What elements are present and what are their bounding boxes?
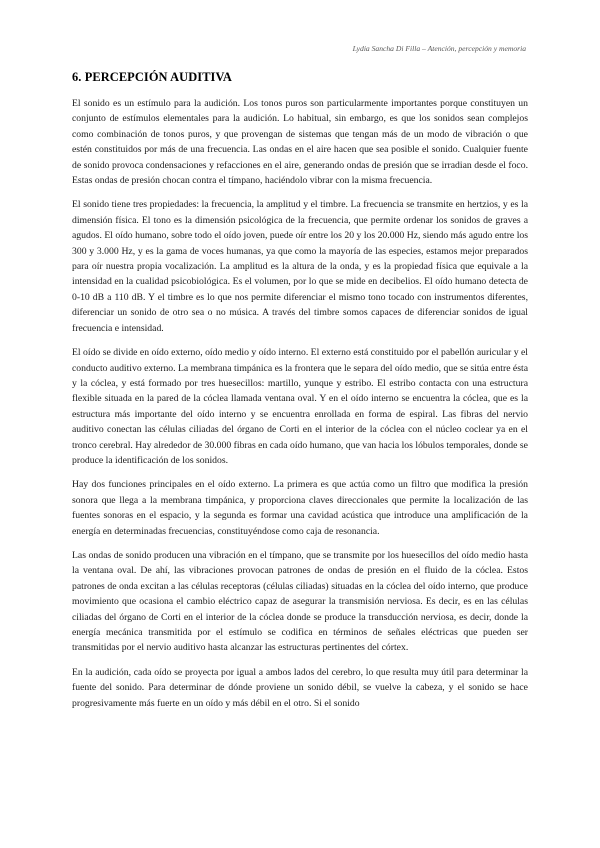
paragraph-sound-localization: En la audición, cada oído se proyecta por igual a ambos lados del cerebro, lo que resulta muy útil para determinar la fuente del sonido. Para determinar de dónde proviene un sonido débil, se vuelve la cabeza, y el sonido se hace progresivamente más fuerte en un oído y más débil en el otro. Si el sonido: [72, 666, 528, 709]
paragraph-sound-properties: El sonido tiene tres propiedades: la frecuencia, la amplitud y el timbre. La frecuencia se transmite en hertzios, y es la dimensión física. El tono es la dimensión psicológica de la frecuencia, que permite ordenar los sonidos de graves a agudos. El oído humano, sobre todo el oído joven, puede oír entre los 20 y los 20.000 Hz, siendo más agudo entre los 300 y 3.000 Hz, y es la gama de voces humanas, ya que como la mayoría de las especies, estamos mejor preparados para oír nuestra propia vocalización. La amplitud es la altura de la onda, y es la propiedad física que equivale a la intensidad en la cualidad psicobiológica. Es el volumen, por lo que se mide en decibelios. El oído humano detecta de 0-10 dB a 110 dB. Y el timbre es lo que nos permite diferenciar el mismo tono tocado con instrumentos diferentes, diferenciar un sonido de otro sea o no música. A través del timbre somos capaces de diferenciar sonidos de igual frecuencia e intensidad.: [72, 199, 528, 334]
paragraph-ear-anatomy: El oído se divide en oído externo, oído medio y oído interno. El externo está constituido por el pabellón auricular y el conducto auditivo externo. La membrana timpánica es la frontera que le separa del oído medio, que se sitúa entre ésta y la cóclea, y está formado por tres huesecillos: martillo, yunque y estribo. El estribo contacta con una estructura flexible situada en la pared de la cóclea llamada ventana oval. Y en el oído interno se encuentra la cóclea, que es la estructura más importante del oído interno y se encuentra enrollada en forma de espiral. Las fibras del nervio auditivo conectan las células ciliadas del órgano de Corti en el interior de la cóclea con el núcleo coclear ya en el tronco cerebral. Hay alrededor de 30.000 fibras en cada oído humano, que van hacia los lóbulos temporales, donde se produce la identificación de los sonidos.: [72, 347, 528, 466]
running-header: Lydia Sancha Di Filla – Atención, percepción y memoria: [352, 44, 526, 53]
section-title: 6. PERCEPCIÓN AUDITIVA: [72, 70, 232, 84]
paragraph-transduction: Las ondas de sonido producen una vibración en el tímpano, que se transmite por los huesecillos del oído medio hasta la ventana oval. De ahí, las vibraciones provocan patrones de ondas de presión en el fluido de la cóclea. Estos patrones de onda excitan a las células receptoras (células ciliadas) situadas en la cóclea del oído interno, que produce movimiento que ocasiona el cambio eléctrico capaz de asegurar la transmisión nerviosa. Es decir, es en las células ciliadas del órgano de Corti en el interior de la cóclea donde se produce la transducción nerviosa, es decir, donde la energía mecánica transmitida por el estímulo se codifica en términos de señales eléctricas que pueden ser transmitidas por el nervio auditivo hasta alcanzar las estructuras pertinentes del córtex.: [72, 549, 528, 654]
page-content: [72, 70, 528, 720]
paragraph-sound-stimulus: El sonido es un estímulo para la audición. Los tonos puros son particularmente importantes porque constituyen un conjunto de estímulos elementales para la audición. Lo habitual, sin embargo, es que los sonidos sean complejos como combinación de tonos puros, y que provengan de sistemas que tengan más de un modo de vibración o que estén constituidos por más de una frecuencia. Las ondas en el aire hacen que sea posible el sonido. Cualquier fuente de sonido provoca condensaciones y refacciones en el aire, generando ondas de presión que se irradian desde el foco. Estas ondas de presión chocan contra el tímpano, haciéndolo vibrar con la misma frecuencia.: [72, 98, 528, 187]
paragraph-outer-ear-functions: Hay dos funciones principales en el oído externo. La primera es que actúa como un filtro que modifica la presión sonora que llega a la membrana timpánica, y proporciona claves direccionales que permite la localización de las fuentes sonoras en el espacio, y la segunda es formar una cavidad acústica que introduce una amplificación de la energía en determinadas frecuencias, constituyéndose como caja de resonancia.: [72, 479, 528, 537]
